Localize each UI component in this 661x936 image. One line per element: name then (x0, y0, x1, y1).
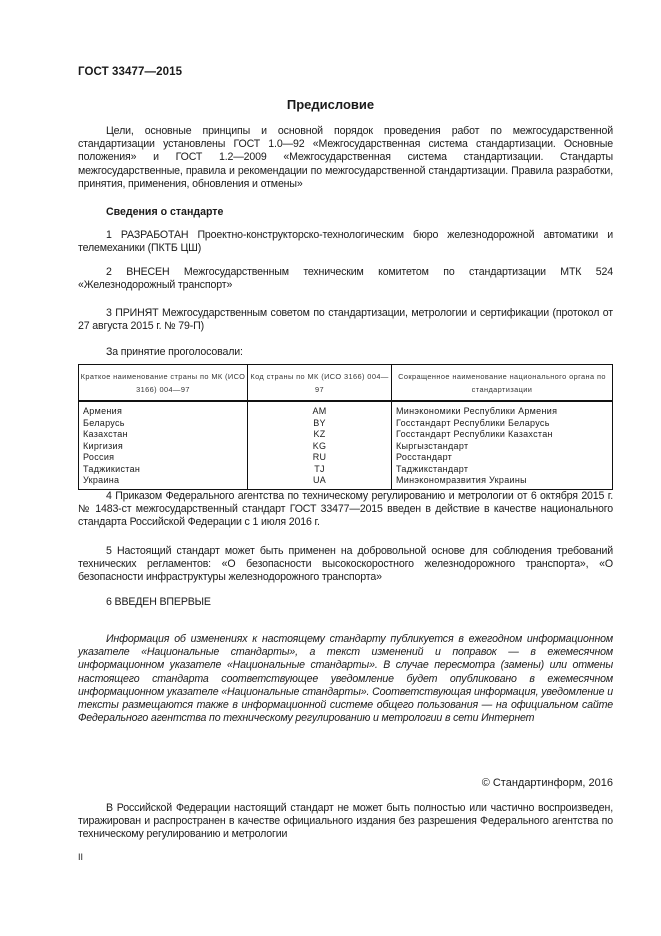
table-cell-country: Украина (83, 475, 120, 485)
table-cell-body: Госстандарт Республики Казахстан (396, 429, 553, 439)
item-5-text: 5 Настоящий стандарт может быть применен на добровольной основе для соблюдения требований технических регламентов: «О безопасности высокоскоростного железнодорожного транспорта», «О безопасности инфраструктуры железнодорожного транспорта» (78, 545, 613, 584)
item-2-text: 2 ВНЕСЕН Межгосударственным техническим комитетом по стандартизации МТК 524 «Железнодорожный транспорт» (78, 266, 613, 292)
table-cell-country: Киргизия (83, 440, 124, 451)
item-3-text: 3 ПРИНЯТ Межгосударственным советом по стандартизации, метрологии и сертификации (протокол от 27 августа 2015 г. № 79-П) (78, 307, 613, 333)
info-notice-text: Информация об изменениях к настоящему стандарту публикуется в ежегодном информационном указателе «Национальные стандарты», а текст изменений и поправок — в ежемесячном информационном указателе «Национальные стандарты». В случае пересмотра (замены) или отмены настоящего стандарта соответствующее уведомление будет опубликовано в ежемесячном информационном указателе «Национальные стандарты». Соответствующая информация, уведомление и тексты размещаются также в информационной системе общего пользования — на официальном сайте Федерального агентства по техническому регулированию и метрологии в сети Интернет (78, 633, 613, 725)
reproduction-notice (78, 802, 613, 842)
item-4 (78, 490, 613, 530)
country-codes-cell (248, 401, 392, 489)
copyright-notice: © Стандартинформ, 2016 (481, 777, 613, 789)
table-header-row (79, 365, 613, 402)
voted-label (78, 346, 613, 359)
header-country-code: Код страны по МК (ИСО 3166) 004—97 (248, 365, 392, 402)
item-1-text: 1 РАЗРАБОТАН Проектно-конструкторско-технологическим бюро железнодорожной автоматики и телемеханики (ПКТБ ЦШ) (78, 229, 613, 255)
table-body-row (79, 401, 613, 489)
voted-label-text: За принятие проголосовали: (106, 346, 243, 358)
intro-text: Цели, основные принципы и основной порядок проведения работ по межгосударственной стандартизации установлены ГОСТ 1.0—92 «Межгосударственная система стандартизации. Основные положения» и ГОСТ 1.2—2009 «Межгосударственная система стандартизации. Стандарты межгосударственные, правила и рекомендации по межгосударственной стандартизации. Правила разработки, принятия, применения, обновления и отмены» (78, 125, 613, 190)
table-cell-body: Таджикстандарт (396, 463, 469, 474)
table-cell-body: Минэкономики Республики Армения (396, 406, 558, 416)
section-heading: Сведения о стандарте (106, 206, 224, 218)
info-notice (78, 633, 613, 725)
item-2 (78, 266, 613, 292)
table-cell-body: Госстандарт Республики Беларусь (396, 417, 550, 428)
table-cell-country: Таджикистан (83, 463, 141, 474)
table-cell-country: Беларусь (83, 417, 125, 428)
table-cell-country: Армения (83, 406, 123, 416)
table-cell-code: TJ (314, 463, 325, 474)
item-3 (78, 307, 613, 333)
table-cell-body: Росстандарт (396, 452, 453, 462)
reproduction-notice-text: В Российской Федерации настоящий стандарт не может быть полностью или частично воспроизведен, тиражирован и распространен в качестве официального издания без разрешения Федерального агентства по техническому регулированию и метрологии (78, 802, 613, 841)
table-cell-code: AM (312, 406, 327, 416)
table-cell-code: KG (312, 440, 327, 451)
page-number: II (78, 852, 84, 862)
item-4-text: 4 Приказом Федерального агентства по техническому регулированию и метрологии от 6 октября 2015 г. № 1483-ст межгосударственный стандарт ГОСТ 33477—2015 введен в действие в качестве национального стандарта Российской Федерации с 1 июля 2016 г. (78, 490, 613, 529)
standard-code-header: ГОСТ 33477—2015 (78, 66, 183, 78)
table-cell-body: Минэкономразвития Украины (396, 475, 527, 485)
page-title: Предисловие (286, 97, 375, 112)
table-cell-code: RU (312, 452, 327, 462)
table-cell-country: Россия (83, 452, 115, 462)
header-country-name: Краткое наименование страны по МК (ИСО 3166) 004—97 (79, 365, 248, 402)
voting-countries-table (78, 364, 613, 490)
header-standards-body: Сокращенное наименование национального органа по стандартизации (392, 365, 613, 402)
table-cell-country: Казахстан (83, 429, 128, 439)
item-6 (78, 596, 613, 609)
intro-paragraph (78, 125, 613, 191)
table-cell-code: BY (313, 417, 326, 428)
table-cell-code: KZ (313, 429, 326, 439)
country-names-cell (79, 401, 248, 489)
item-5 (78, 545, 613, 585)
standards-bodies-cell (392, 401, 613, 489)
item-1 (78, 229, 613, 255)
item-6-text: 6 ВВЕДЕН ВПЕРВЫЕ (106, 596, 211, 608)
table-cell-body: Кыргызстандарт (396, 440, 469, 451)
table-cell-code: UA (312, 475, 327, 485)
